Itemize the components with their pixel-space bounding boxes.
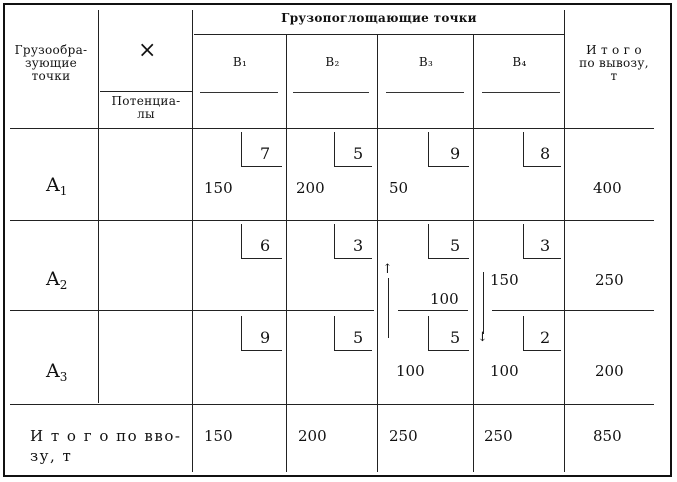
- total-a3: 200: [595, 362, 624, 380]
- import-total-label: И т о г о по вво- зу, т: [30, 427, 182, 465]
- b4-potential-line: [482, 92, 560, 93]
- cost-a2-b3: 5: [450, 236, 461, 255]
- export-total-header: И т о г о по вывозу, т: [579, 43, 649, 83]
- cost-box: [428, 224, 469, 259]
- grand-total: 850: [593, 427, 622, 445]
- b2-potential-line: [293, 92, 369, 93]
- col-line-2: [192, 10, 193, 472]
- col-line-5: [473, 34, 474, 472]
- import-b1: 150: [204, 427, 233, 445]
- col-line-1: [98, 10, 99, 403]
- cost-a3-b4: 2: [540, 328, 551, 347]
- arrow-down-icon: ↓: [477, 330, 488, 345]
- ship-a2-b4: 150: [490, 271, 519, 289]
- row2-bottom-line-right: [492, 310, 654, 311]
- b3-potential-line: [386, 92, 464, 93]
- destinations-header: Грузопоглощающие точки: [281, 11, 477, 25]
- import-b4: 250: [484, 427, 513, 445]
- cost-a1-b2: 5: [353, 144, 364, 163]
- row-label-a3: $A_3$: [46, 360, 68, 384]
- cycle-line-b3: [388, 278, 389, 338]
- cost-a2-b2: 3: [353, 236, 364, 255]
- row-label-a2: $A_2$: [46, 268, 68, 292]
- import-b2: 200: [298, 427, 327, 445]
- cost-a3-b1: 9: [260, 328, 271, 347]
- total-a1: 400: [593, 179, 622, 197]
- dest-b2: B₂: [325, 55, 340, 69]
- cost-a2-b1: 6: [260, 236, 271, 255]
- col-line-6: [564, 10, 565, 472]
- cost-box: [428, 316, 469, 351]
- ship-a3-b3: 100: [396, 362, 425, 380]
- b1-potential-line: [200, 92, 278, 93]
- row3-bottom-line: [10, 404, 654, 405]
- cost-box: [428, 132, 469, 167]
- ship-a1-b1: 150: [204, 179, 233, 197]
- ship-a2-b3: 100: [430, 290, 459, 308]
- header-bottom-line: [10, 128, 654, 129]
- dest-b4: B₄: [512, 55, 527, 69]
- dest-b1: B₁: [232, 55, 248, 69]
- cycle-line-b4: [483, 272, 484, 334]
- row1-bottom-line: [10, 220, 654, 221]
- potentials-line: [100, 91, 192, 92]
- row-label-a1: $A_1$: [46, 174, 68, 198]
- cross-icon: ×: [138, 38, 157, 63]
- ship-a1-b2: 200: [296, 179, 325, 197]
- cost-a1-b4: 8: [540, 144, 551, 163]
- dest-b3: B₃: [418, 55, 434, 69]
- ship-a3-b4: 100: [490, 362, 519, 380]
- cost-a2-b4: 3: [540, 236, 551, 255]
- cost-a3-b3: 5: [450, 328, 461, 347]
- arrow-up-icon: ↑: [382, 262, 393, 277]
- import-b3: 250: [389, 427, 418, 445]
- dest-header-line: [194, 34, 564, 35]
- row2-bottom-line-mid: [398, 310, 468, 311]
- sources-header: Грузообра- зующие точки: [14, 43, 88, 83]
- cost-a1-b1: 7: [260, 144, 271, 163]
- potentials-header: Потенциа- лы: [111, 94, 181, 121]
- col-line-4: [377, 34, 378, 472]
- ship-a1-b3: 50: [389, 179, 409, 197]
- total-a2: 250: [595, 271, 624, 289]
- cost-a3-b2: 5: [353, 328, 364, 347]
- col-line-3: [286, 34, 287, 472]
- cost-a1-b3: 9: [450, 144, 461, 163]
